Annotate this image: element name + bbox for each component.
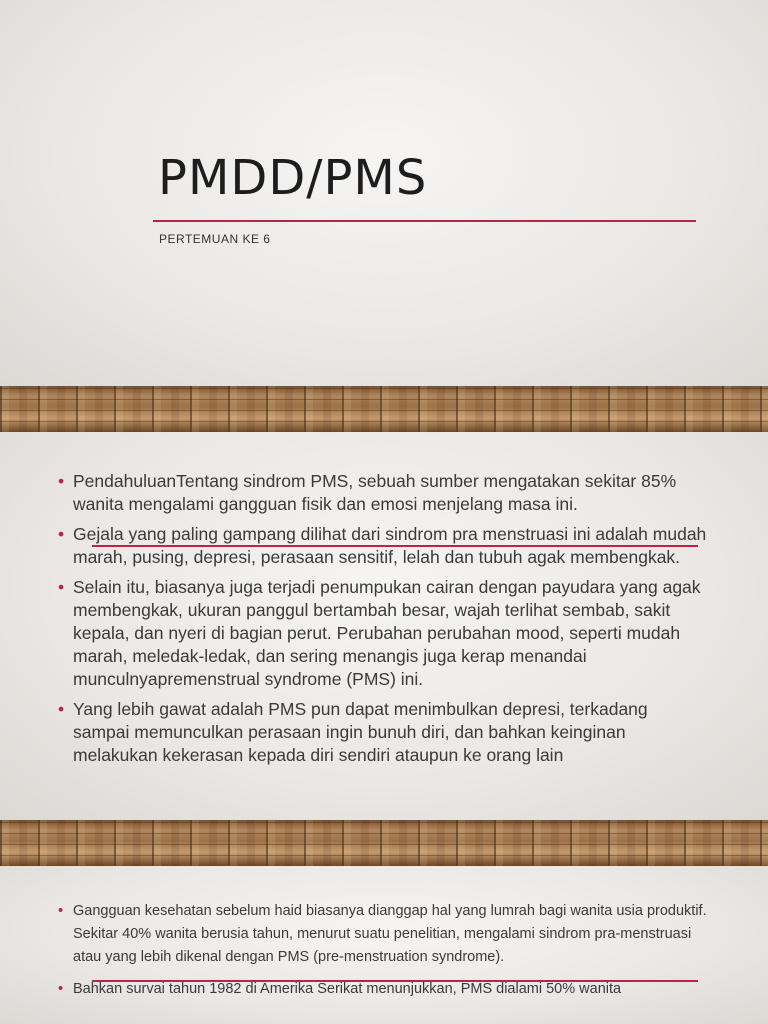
overlay-divider bbox=[92, 980, 698, 982]
bullet-list bbox=[58, 470, 708, 774]
wood-floor-divider bbox=[0, 820, 768, 866]
list-item: • Selain itu, biasanya juga terjadi penumpukan cairan dengan payudara yang agak membengkak, ukuran panggul bertambah besar, wajah terlihat sembab, sakit kepala, dan nyeri di bagian perut. Perubahan perubahan mood, seperti mudah marah, meledak-ledak, dan sering menangis juga kerap menandai munculnyapremenstrual syndrome (PMS) ini. bbox=[58, 576, 708, 691]
list-item: • Gangguan kesehatan sebelum haid biasanya dianggap hal yang lumrah bagi wanita usia produktif. Sekitar 40% wanita berusia tahun, menurut suatu penelitian, mengalami sindrom pra-menstruasi atau yang lebih dikenal dengan PMS (pre-menstruation syndrome). bbox=[58, 900, 718, 969]
slide-title-heading: PMDD/PMS bbox=[158, 150, 428, 206]
overlay-divider bbox=[92, 545, 698, 547]
slide-title bbox=[0, 0, 768, 386]
title-divider bbox=[153, 220, 696, 222]
slide-subtitle: PERTEMUAN KE 6 bbox=[159, 232, 271, 246]
slide-content-2 bbox=[0, 866, 768, 1024]
wood-floor-divider bbox=[0, 386, 768, 432]
list-item: • Bahkan survai tahun 1982 di Amerika Serikat menunjukkan, PMS dialami 50% wanita bbox=[58, 978, 718, 1001]
slide-content-1 bbox=[0, 432, 768, 820]
list-item: • PendahuluanTentang sindrom PMS, sebuah sumber mengatakan sekitar 85% wanita mengalami gangguan fisik dan emosi menjelang masa ini. bbox=[58, 470, 708, 516]
list-item: • Yang lebih gawat adalah PMS pun dapat menimbulkan depresi, terkadang sampai memunculkan perasaan ingin bunuh diri, dan bahkan keinginan melakukan kekerasan kepada diri sendiri ataupun ke orang lain bbox=[58, 698, 708, 767]
list-item: • Gejala yang paling gampang dilihat dari sindrom pra menstruasi ini adalah mudah marah, pusing, depresi, perasaan sensitif, lelah dan tubuh agak membengkak. bbox=[58, 523, 708, 569]
bullet-list bbox=[58, 900, 718, 1010]
